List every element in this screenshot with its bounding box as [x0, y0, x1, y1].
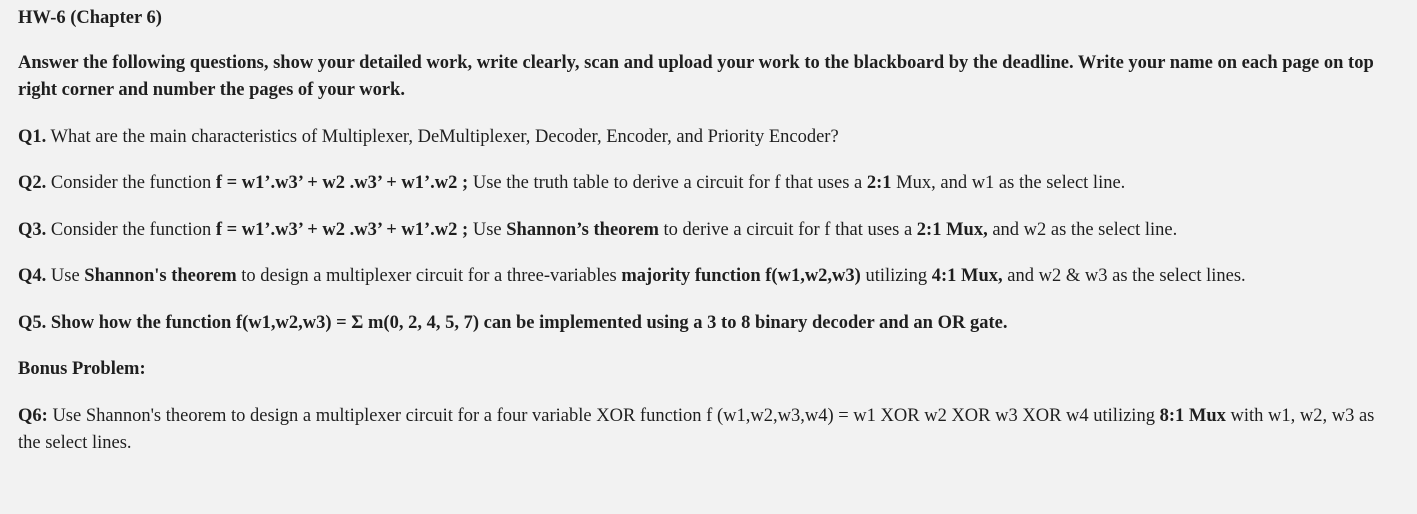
question-4-text-d: and w2 & w3 as the select lines.	[1002, 266, 1246, 286]
question-3-text-c: to derive a circuit for f that uses a	[658, 220, 917, 240]
question-2-text-c: Mux, and w1 as the select line.	[891, 173, 1126, 193]
question-3-theorem: Shannon’s theorem	[506, 220, 659, 240]
question-4	[18, 263, 1387, 290]
instructions: Answer the following questions, show your detailed work, write clearly, scan and upload your work to the blackboard by the deadline. Write your name on each page on top right corner and number the pages of your work.	[18, 53, 1374, 100]
question-3	[18, 217, 1387, 244]
question-6	[18, 403, 1387, 457]
question-4-function: majority function f(w1,w2,w3)	[621, 266, 861, 286]
question-2-mux: 2:1	[866, 173, 892, 193]
question-3-text-d: and w2 as the select line.	[987, 220, 1178, 240]
question-4-text-c: utilizing	[860, 266, 932, 286]
question-2-number: Q2.	[18, 173, 47, 193]
question-3-text-b: Use	[468, 220, 507, 240]
question-6-text-b: with w1, w2, w3 as the select lines.	[18, 406, 1375, 453]
question-6-number: Q6:	[18, 406, 48, 426]
question-2-text-a: Consider the function	[46, 173, 216, 193]
question-2-function: f = w1’.w3’ + w2 .w3’ + w1’.w2 ;	[215, 173, 469, 193]
question-3-mux: 2:1 Mux,	[916, 220, 988, 240]
question-4-theorem: Shannon's theorem	[84, 266, 237, 286]
question-5: Q5. Show how the function f(w1,w2,w3) = Σ m(0, 2, 4, 5, 7) can be implemented using a 3 to 8 binary decoder and an OR gate.	[18, 313, 1008, 333]
question-4-text-a: Use	[46, 266, 85, 286]
question-2	[18, 170, 1387, 197]
question-6-mux: 8:1 Mux	[1159, 406, 1226, 426]
question-1-text: What are the main characteristics of Multiplexer, DeMultiplexer, Decoder, Encoder, and Priority Encoder?	[46, 127, 839, 147]
bonus-heading: Bonus Problem:	[18, 359, 146, 379]
question-4-text-b: to design a multiplexer circuit for a three-variables	[236, 266, 622, 286]
question-6-text-a: Use Shannon's theorem to design a multiplexer circuit for a four variable XOR function f (w1,w2,w3,w4) = w1 XOR w2 XOR w3 XOR w4 utilizing	[47, 406, 1160, 426]
question-4-mux: 4:1 Mux,	[931, 266, 1003, 286]
question-1-number: Q1.	[18, 127, 47, 147]
page-title: HW-6 (Chapter 6)	[18, 8, 162, 28]
question-3-function: f = w1’.w3’ + w2 .w3’ + w1’.w2 ;	[215, 220, 469, 240]
question-3-text-a: Consider the function	[46, 220, 216, 240]
question-2-text-b: Use the truth table to derive a circuit for f that uses a	[468, 173, 867, 193]
question-4-number: Q4.	[18, 266, 47, 286]
question-3-number: Q3.	[18, 220, 47, 240]
question-1	[18, 124, 1387, 151]
